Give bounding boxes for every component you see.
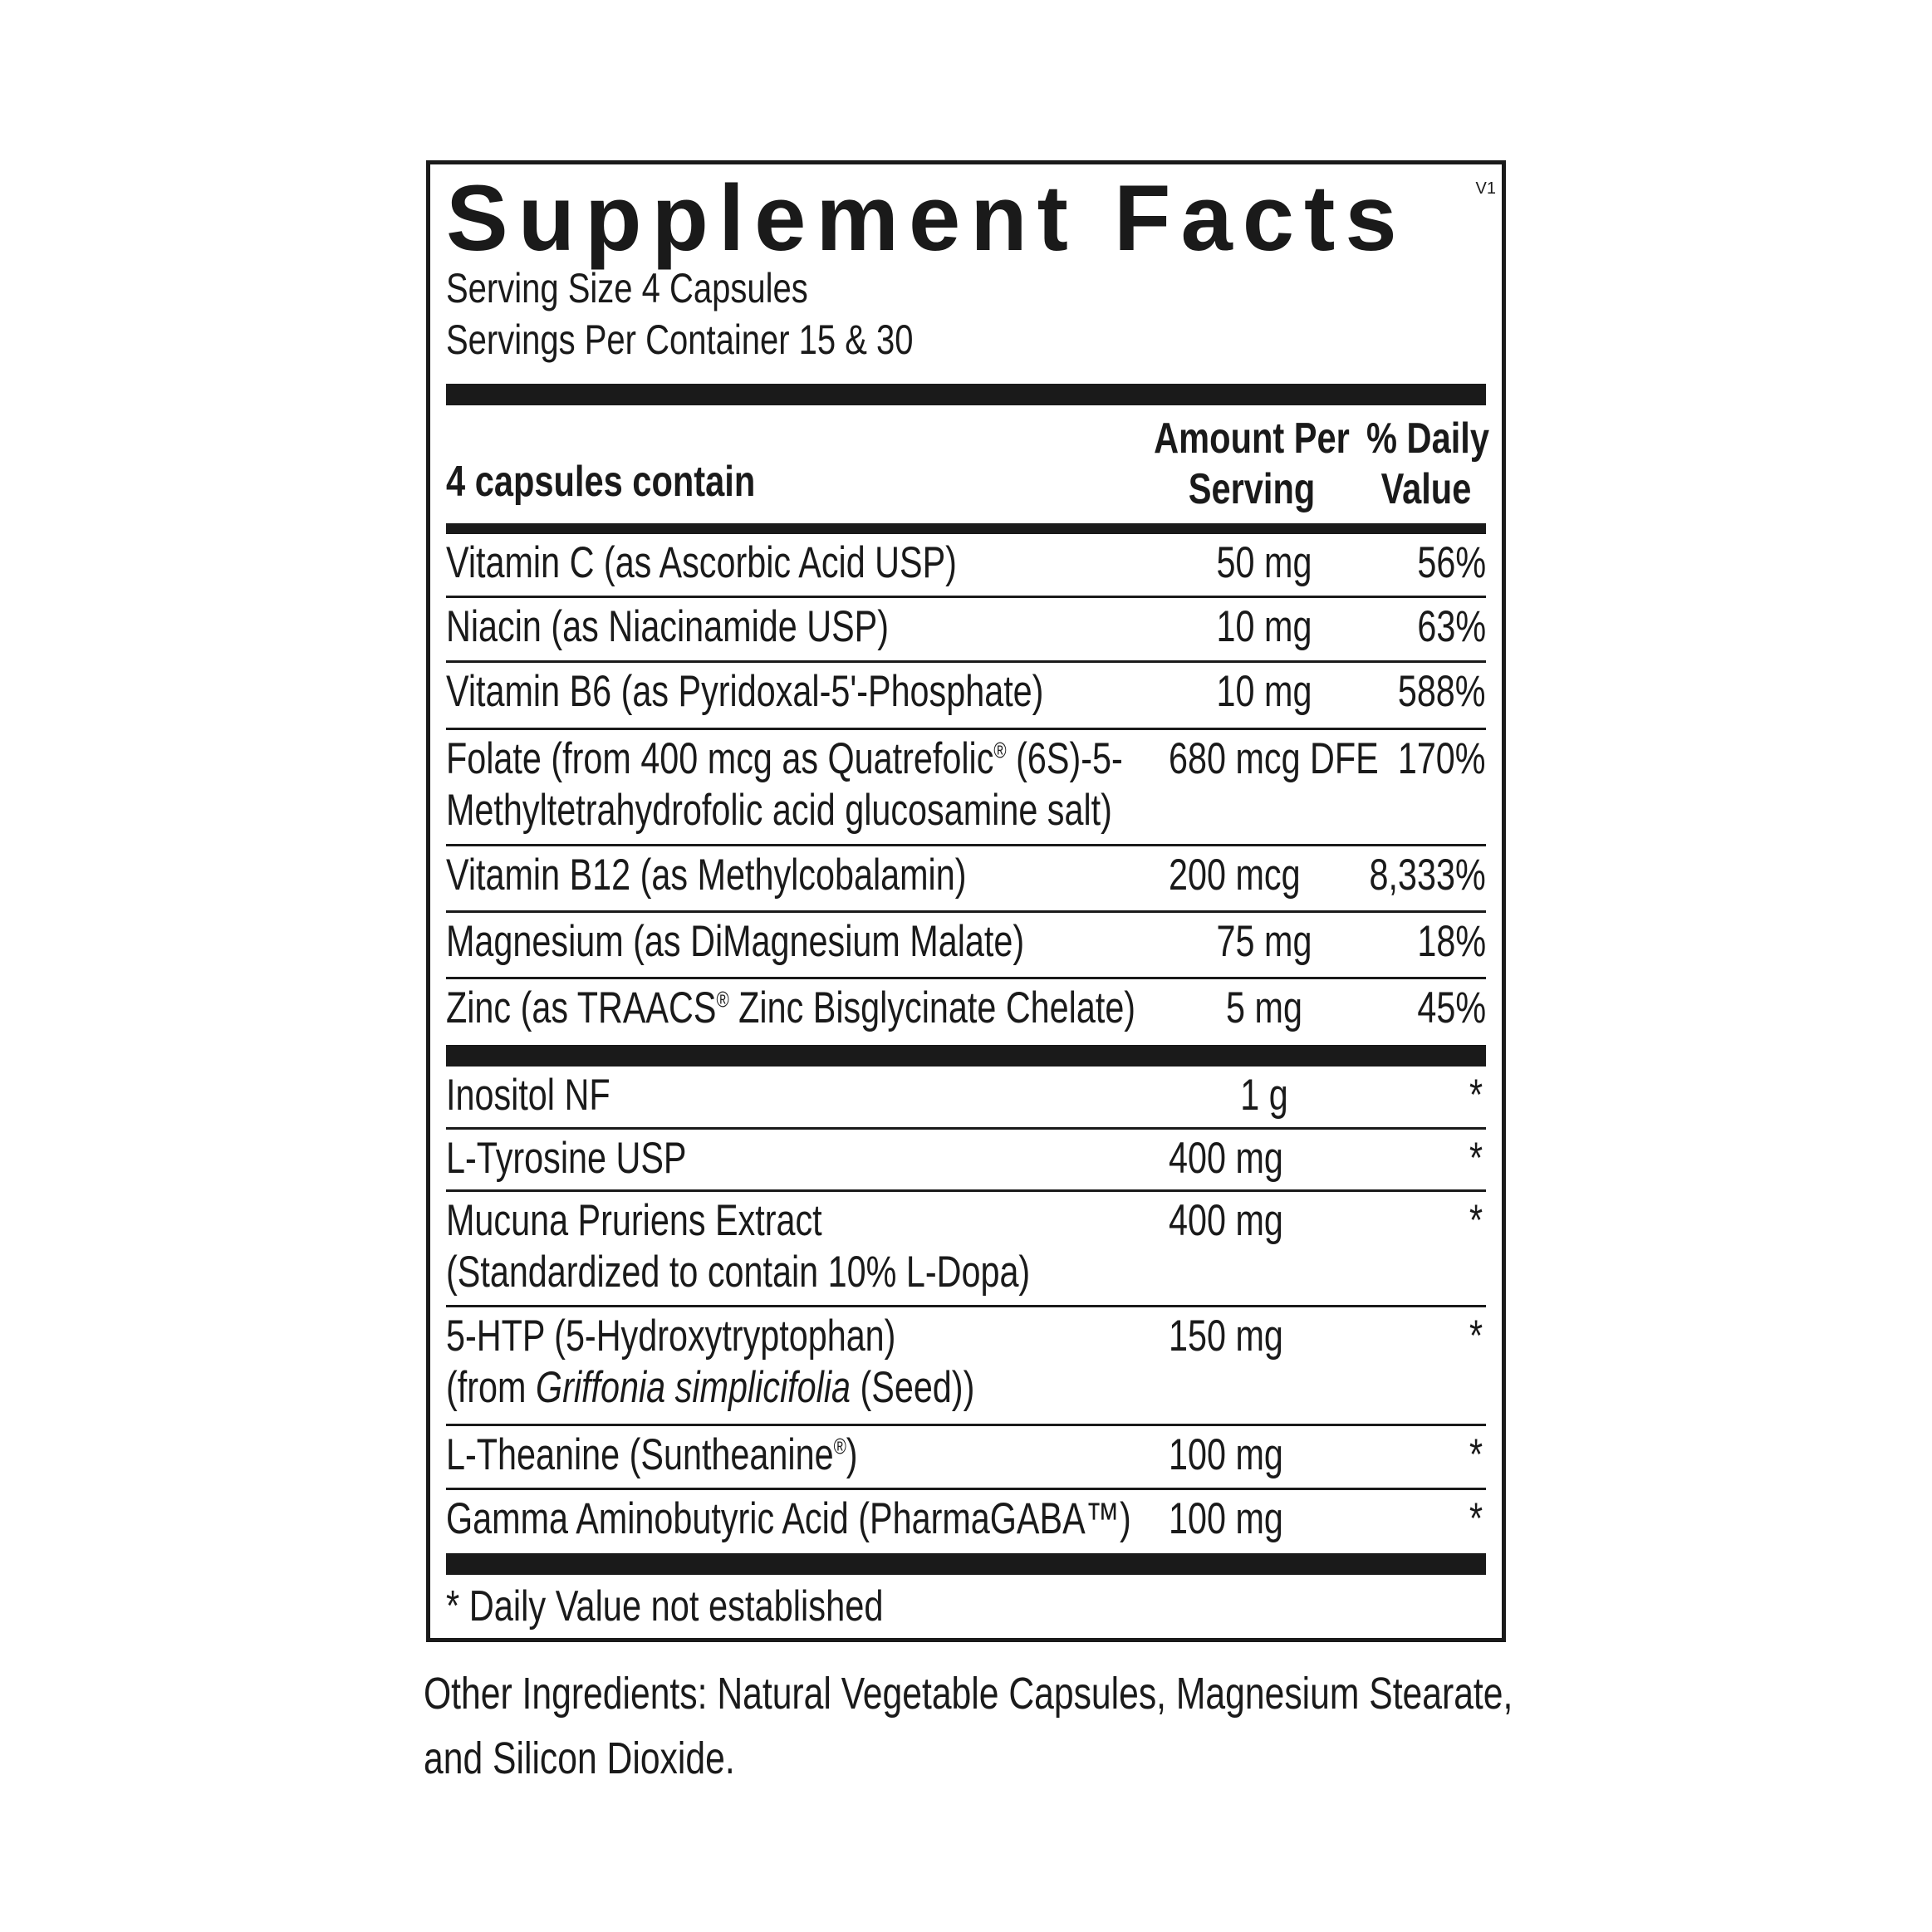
servings-per-container: Servings Per Container 15 & 30 [446, 316, 914, 363]
header-dv-line1: % Daily [1366, 414, 1489, 463]
nutrient-name [446, 983, 1135, 1034]
nutrient-amount: 75 mg [1216, 917, 1312, 966]
nutrient-name [446, 733, 1123, 836]
table-row [446, 846, 1486, 913]
footnote: * Daily Value not established [446, 1582, 884, 1630]
medium-divider [446, 523, 1486, 534]
ingredient-name-line1: Mucuna Pruriens Extract [446, 1196, 822, 1245]
nutrient-name-part: Zinc (as TRAACS [446, 983, 717, 1032]
ingredient-amount: 400 mg [1169, 1134, 1283, 1183]
serving-size: Serving Size 4 Capsules [446, 265, 808, 311]
ingredient-amount: 100 mg [1169, 1494, 1283, 1543]
nutrient-name-part: Zinc Bisglycinate Chelate) [728, 983, 1136, 1032]
ingredient-name-line2: (Standardized to contain 10% L-Dopa) [446, 1248, 1031, 1297]
nutrient-amount: 50 mg [1216, 538, 1312, 587]
ingredient-name-line1: 5-HTP (5-Hydroxytryptophan) [446, 1312, 896, 1361]
ingredient-name: L-Tyrosine USP [446, 1134, 687, 1183]
header-daily-value [1366, 414, 1489, 516]
nutrient-amount: 10 mg [1216, 602, 1312, 651]
table-row [446, 730, 1486, 846]
nutrient-amount: 10 mg [1216, 667, 1312, 716]
ingredient-dv: * [1469, 1494, 1483, 1543]
vitamin-table [446, 534, 1486, 1046]
thick-divider [446, 1553, 1486, 1575]
nutrient-name: Vitamin B12 (as Methylcobalamin) [446, 851, 967, 900]
registered-mark: ® [716, 987, 729, 1013]
ingredient-dv: * [1469, 1071, 1483, 1120]
other-ingredients-line1: Other Ingredients: Natural Vegetable Capsules, Magnesium Stearate, [424, 1669, 1513, 1719]
ingredient-dv: * [1469, 1134, 1483, 1183]
nutrient-amount: 5 mg [1226, 983, 1302, 1032]
nutrient-dv: 63% [1417, 602, 1486, 651]
table-row [446, 913, 1486, 979]
nutrient-dv: 45% [1417, 983, 1486, 1032]
other-ingredient-table [446, 1067, 1486, 1553]
nutrient-dv: 8,333% [1369, 851, 1486, 900]
nutrient-name-part: Folate (from 400 mcg as Quatrefolic [446, 734, 994, 783]
panel-title: Supplement Facts [446, 166, 1407, 270]
ingredient-amount: 1 g [1240, 1071, 1288, 1120]
nutrient-dv: 18% [1417, 917, 1486, 966]
nutrient-dv: 56% [1417, 538, 1486, 587]
table-row [446, 598, 1486, 663]
ingredient-name [446, 1195, 1030, 1298]
ingredient-name-part: ) [846, 1430, 858, 1479]
nutrient-amount: 200 mcg [1169, 851, 1301, 900]
nutrient-name-line2: Methyltetrahydrofolic acid glucosamine salt) [446, 786, 1112, 835]
ingredient-dv: * [1469, 1196, 1483, 1245]
table-row [446, 534, 1486, 598]
table-row [446, 1067, 1486, 1130]
ingredient-name-species: Griffonia simplicifolia [535, 1363, 851, 1412]
other-ingredients [424, 1661, 1512, 1791]
registered-mark: ® [993, 738, 1007, 763]
nutrient-dv: 588% [1398, 667, 1486, 716]
ingredient-name [446, 1429, 858, 1481]
nutrient-name-part: (6S)-5- [1006, 734, 1123, 783]
nutrient-name: Niacin (as Niacinamide USP) [446, 602, 890, 651]
table-row [446, 1490, 1486, 1553]
table-row [446, 1192, 1486, 1307]
table-row [446, 1426, 1486, 1490]
header-amount [1152, 414, 1351, 516]
registered-mark: ® [833, 1434, 846, 1459]
ingredient-name-part: (from [446, 1363, 536, 1412]
ingredient-amount: 100 mg [1169, 1430, 1283, 1479]
ingredient-name: Inositol NF [446, 1071, 610, 1120]
ingredient-amount: 400 mg [1169, 1196, 1283, 1245]
table-row [446, 1307, 1486, 1426]
thick-divider [446, 1045, 1486, 1067]
thick-divider [446, 384, 1486, 405]
ingredient-amount: 150 mg [1169, 1312, 1283, 1361]
ingredient-dv: * [1469, 1312, 1483, 1361]
ingredient-dv: * [1469, 1430, 1483, 1479]
header-contain: 4 capsules contain [446, 458, 756, 506]
nutrient-name: Vitamin C (as Ascorbic Acid USP) [446, 538, 957, 587]
header-amount-line2: Serving [1188, 465, 1316, 514]
table-row [446, 979, 1486, 1046]
nutrient-name: Magnesium (as DiMagnesium Malate) [446, 917, 1025, 966]
nutrient-name: Vitamin B6 (as Pyridoxal-5'-Phosphate) [446, 667, 1044, 716]
ingredient-name-part: L-Theanine (Suntheanine [446, 1430, 834, 1479]
table-row [446, 663, 1486, 730]
ingredient-name [446, 1311, 974, 1414]
table-row [446, 1130, 1486, 1192]
other-ingredients-line2: and Silicon Dioxide. [424, 1733, 735, 1783]
version-mark: V1 [1475, 179, 1496, 198]
ingredient-name: Gamma Aminobutyric Acid (PharmaGABA™) [446, 1494, 1131, 1543]
nutrient-dv: 170% [1398, 734, 1486, 783]
ingredient-name-part: (Seed)) [851, 1363, 975, 1412]
nutrient-amount: 680 mcg DFE [1169, 734, 1379, 783]
header-dv-line2: Value [1380, 465, 1472, 514]
header-amount-line1: Amount Per [1154, 414, 1350, 463]
supplement-facts-panel [426, 160, 1506, 1642]
